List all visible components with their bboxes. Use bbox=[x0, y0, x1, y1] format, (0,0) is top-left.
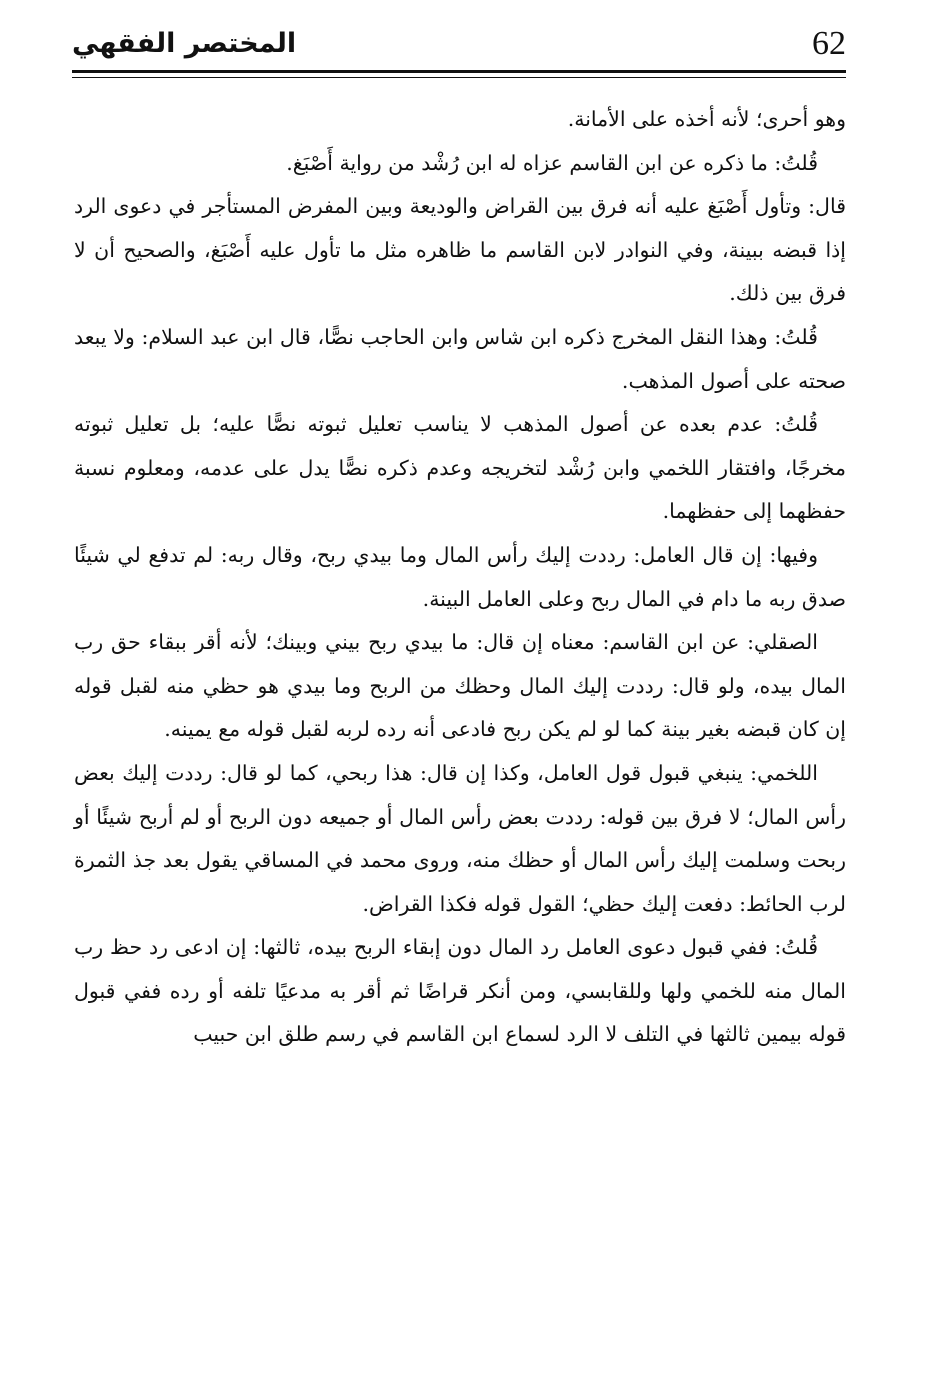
page-number: 62 bbox=[812, 25, 846, 62]
paragraph: قال: وتأول أَصْبَغ عليه أنه فرق بين القراض والوديعة وبين المفرض المستأجر في دعوى الرد إذا قبضه ببينة، وفي النوادر لابن القاسم ما ظاهره مثل ما تأول عليه أَصْبَغ، والصحيح أن لا فرق بين ذلك. bbox=[74, 194, 846, 306]
book-title: المختصر الفقهي bbox=[72, 28, 297, 59]
paragraph: قُلتُ: عدم بعده عن أصول المذهب لا يناسب تعليل ثبوته نصًّا عليه؛ بل تعليل ثبوته مخرجًا، وافتقار اللخمي وابن رُشْد لتخريجه وعدم ذكره نصًّا يدل على عدمه، ومعلوم نسبة حفظهما إلى حفظهما. bbox=[74, 412, 846, 524]
paragraph: اللخمي: ينبغي قبول قول العامل، وكذا إن قال: هذا ربحي، كما لو قال: رددت إليك بعض رأس المال؛ لا فرق بين قوله: رددت بعض رأس المال أو جميعه دون الربح أو لم أربح شيئًا أو ربحت وسلمت إليك رأس المال أو حظك منه، وروى محمد في المساقي يقول بعد جذ الثمرة لرب الحائط: دفعت إليك حظي؛ القول قوله فكذا القراض. bbox=[74, 760, 846, 916]
paragraph: قُلتُ: ما ذكره عن ابن القاسم عزاه له ابن رُشْد من رواية أَصْبَغ. bbox=[286, 150, 818, 175]
header-rule-thin bbox=[72, 77, 846, 78]
header-rule-thick bbox=[72, 70, 846, 73]
paragraph: وهو أحرى؛ لأنه أخذه على الأمانة. bbox=[567, 107, 846, 131]
body-text bbox=[74, 98, 846, 1057]
paragraph: قُلتُ: ففي قبول دعوى العامل رد المال دون إبقاء الربح بيده، ثالثها: إن ادعى رد حظ رب المال منه للخمي ولها وللقابسي، ومن أنكر قراضًا ثم أقر به مدعيًا تلفه أو رده ففي قبول قوله بيمين ثالثها في التلف لا الرد لسماع ابن القاسم في رسم طلق ابن حبيب bbox=[74, 935, 846, 1047]
paragraph: قُلتُ: وهذا النقل المخرج ذكره ابن شاس وابن الحاجب نصًّا، قال ابن عبد السلام: ولا يبعد صحته على أصول المذهب. bbox=[74, 324, 846, 393]
page-header bbox=[72, 22, 846, 66]
paragraph: الصقلي: عن ابن القاسم: معناه إن قال: ما بيدي ربح بيني وبينك؛ لأنه أقر ببقاء حق رب المال بيده، ولو قال: رددت إليك المال وحظك من الربح وما بيدي هو حظي منه لقبل قوله إن كان قبضه بغير بينة كما لو لم يكن ربح فادعى أنه رده لربه لقبل قوله مع يمينه. bbox=[74, 630, 846, 742]
paragraph: وفيها: إن قال العامل: رددت إليك رأس المال وما بيدي ربح، وقال ربه: لم تدفع لي شيئًا صدق ربه ما دام في المال ربح وعلى العامل البينة. bbox=[74, 542, 846, 611]
